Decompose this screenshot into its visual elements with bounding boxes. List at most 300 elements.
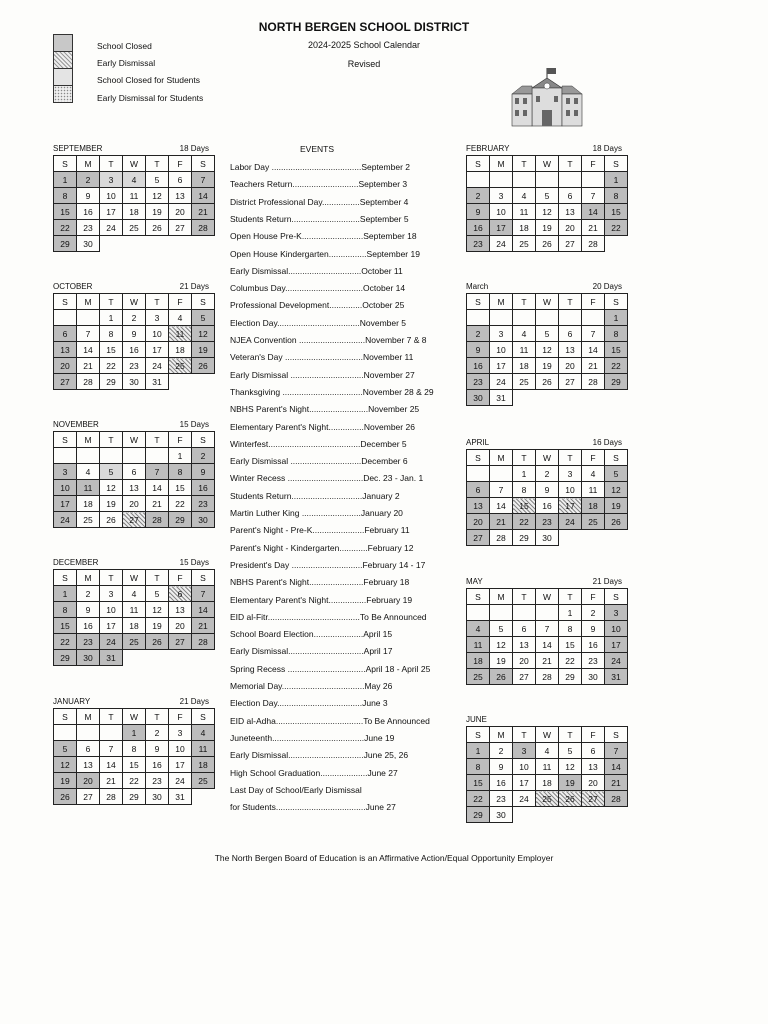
day-cell: 11: [123, 188, 146, 204]
empty-day-cell: [582, 390, 605, 406]
day-cell: 23: [77, 220, 100, 236]
day-cell: 22: [559, 653, 582, 669]
empty-day-cell: [467, 466, 490, 482]
day-cell: 13: [513, 637, 536, 653]
day-cell: 28: [192, 634, 215, 650]
weekday-header: M: [490, 156, 513, 172]
day-cell: 17: [490, 358, 513, 374]
day-cell: 13: [467, 498, 490, 514]
day-cell: 28: [536, 669, 559, 685]
day-cell: 29: [513, 530, 536, 546]
day-cell: 20: [123, 496, 146, 512]
empty-day-cell: [54, 725, 77, 741]
day-cell: 26: [100, 512, 123, 528]
weekday-header: W: [536, 294, 559, 310]
day-cell: 5: [192, 310, 215, 326]
weekday-header: S: [192, 709, 215, 725]
day-cell: 11: [123, 602, 146, 618]
day-cell: 19: [536, 358, 559, 374]
day-cell: 19: [146, 204, 169, 220]
day-cell: 12: [146, 188, 169, 204]
day-cell: 21: [582, 220, 605, 236]
day-cell: 8: [605, 188, 628, 204]
empty-day-cell: [536, 807, 559, 823]
day-cell: 5: [605, 466, 628, 482]
empty-day-cell: [100, 725, 123, 741]
empty-day-cell: [490, 605, 513, 621]
empty-day-cell: [146, 236, 169, 252]
day-cell: 11: [169, 326, 192, 342]
empty-day-cell: [536, 310, 559, 326]
weekday-header: S: [605, 156, 628, 172]
month-8: [466, 577, 622, 685]
day-cell: 6: [123, 464, 146, 480]
day-cell: 27: [169, 634, 192, 650]
empty-day-cell: [605, 530, 628, 546]
day-cell: 10: [100, 188, 123, 204]
day-cell: 25: [123, 220, 146, 236]
day-cell: 30: [77, 236, 100, 252]
day-cell: 28: [192, 220, 215, 236]
empty-day-cell: [77, 310, 100, 326]
day-cell: 15: [559, 637, 582, 653]
day-cell: 11: [467, 637, 490, 653]
weekday-header: S: [54, 570, 77, 586]
day-cell: 27: [77, 789, 100, 805]
month-name: JUNE: [466, 715, 487, 724]
day-cell: 10: [513, 759, 536, 775]
day-cell: 6: [169, 586, 192, 602]
empty-day-cell: [605, 807, 628, 823]
day-cell: 10: [169, 741, 192, 757]
event-item: Students Return.............................September 5: [230, 213, 409, 224]
day-cell: 27: [467, 530, 490, 546]
day-cell: 7: [536, 621, 559, 637]
empty-day-cell: [536, 605, 559, 621]
day-cell: 2: [582, 605, 605, 621]
day-cell: 8: [54, 188, 77, 204]
day-cell: 8: [54, 602, 77, 618]
day-cell: 27: [123, 512, 146, 528]
day-cell: 8: [467, 759, 490, 775]
day-cell: 14: [605, 759, 628, 775]
day-cell: 6: [54, 326, 77, 342]
day-cell: 3: [146, 310, 169, 326]
day-cell: 25: [467, 669, 490, 685]
day-cell: 22: [100, 358, 123, 374]
event-item: Election Day....................................June 3: [230, 698, 388, 709]
day-cell: 21: [100, 773, 123, 789]
weekday-header: T: [513, 589, 536, 605]
day-cell: 1: [169, 448, 192, 464]
weekday-header: S: [192, 432, 215, 448]
day-cell: 14: [582, 342, 605, 358]
event-item: Last Day of School/Early Dismissal: [230, 784, 362, 795]
month-3: [53, 558, 209, 666]
day-cell: 9: [123, 326, 146, 342]
day-cell: 21: [192, 204, 215, 220]
day-cell: 12: [100, 480, 123, 496]
day-cell: 28: [582, 236, 605, 252]
month-header: [466, 144, 622, 154]
day-cell: 27: [559, 374, 582, 390]
day-cell: 28: [490, 530, 513, 546]
day-cell: 13: [169, 188, 192, 204]
day-cell: 27: [169, 220, 192, 236]
day-cell: 5: [54, 741, 77, 757]
day-cell: 26: [536, 374, 559, 390]
day-cell: 5: [536, 188, 559, 204]
day-cell: 30: [582, 669, 605, 685]
day-cell: 21: [77, 358, 100, 374]
empty-day-cell: [169, 374, 192, 390]
day-cell: 9: [467, 342, 490, 358]
day-cell: 13: [559, 342, 582, 358]
day-cell: 17: [54, 496, 77, 512]
day-cell: 28: [100, 789, 123, 805]
month-name: DECEMBER: [53, 558, 99, 567]
day-cell: 31: [605, 669, 628, 685]
day-cell: 20: [467, 514, 490, 530]
day-cell: 16: [123, 342, 146, 358]
event-item: Election Day...................................November 5: [230, 317, 407, 328]
day-cell: 18: [192, 757, 215, 773]
month-header: [466, 282, 622, 292]
day-cell: 20: [559, 358, 582, 374]
day-cell: 11: [536, 759, 559, 775]
day-cell: 27: [582, 791, 605, 807]
day-cell: 16: [467, 358, 490, 374]
empty-day-cell: [513, 605, 536, 621]
day-cell: 9: [490, 759, 513, 775]
weekday-header: F: [169, 432, 192, 448]
day-cell: 6: [582, 743, 605, 759]
day-cell: 16: [77, 204, 100, 220]
empty-day-cell: [513, 390, 536, 406]
month-7: [466, 438, 622, 546]
day-cell: 30: [467, 390, 490, 406]
legend-label-early: Early Dismissal: [97, 58, 156, 68]
day-cell: 1: [54, 172, 77, 188]
empty-day-cell: [513, 310, 536, 326]
day-cell: 25: [513, 374, 536, 390]
day-cell: 9: [146, 741, 169, 757]
day-cell: 30: [192, 512, 215, 528]
day-cell: 8: [100, 326, 123, 342]
day-cell: 18: [536, 775, 559, 791]
event-item: Professional Development..............October 25: [230, 300, 405, 311]
day-cell: 13: [123, 480, 146, 496]
weekday-header: T: [146, 294, 169, 310]
weekday-header: S: [467, 589, 490, 605]
event-item: Winterfest.......................................December 5: [230, 438, 407, 449]
day-cell: 7: [146, 464, 169, 480]
day-cell: 20: [513, 653, 536, 669]
day-cell: 19: [146, 618, 169, 634]
weekday-header: S: [192, 156, 215, 172]
month-grid: [53, 155, 215, 252]
empty-day-cell: [192, 650, 215, 666]
day-cell: 10: [100, 602, 123, 618]
weekday-header: F: [582, 450, 605, 466]
day-cell: 29: [559, 669, 582, 685]
month-day-count: 15 Days: [179, 420, 209, 429]
month-day-count: 21 Days: [179, 697, 209, 706]
weekday-header: S: [54, 709, 77, 725]
weekday-header: T: [100, 156, 123, 172]
month-grid: [466, 726, 628, 823]
event-item: Memorial Day...................................May 26: [230, 681, 393, 691]
day-cell: 25: [582, 514, 605, 530]
weekday-header: M: [490, 450, 513, 466]
day-cell: 18: [467, 653, 490, 669]
day-cell: 17: [605, 637, 628, 653]
day-cell: 9: [77, 602, 100, 618]
empty-day-cell: [490, 466, 513, 482]
weekday-header: W: [536, 727, 559, 743]
day-cell: 16: [582, 637, 605, 653]
legend-label-student-early: Early Dismissal for Students: [97, 93, 204, 103]
empty-day-cell: [100, 448, 123, 464]
empty-day-cell: [582, 310, 605, 326]
empty-day-cell: [467, 310, 490, 326]
day-cell: 20: [77, 773, 100, 789]
day-cell: 26: [54, 789, 77, 805]
empty-day-cell: [146, 448, 169, 464]
month-name: OCTOBER: [53, 282, 93, 291]
day-cell: 15: [54, 618, 77, 634]
legend-swatch-student-closed: [53, 68, 73, 86]
day-cell: 19: [559, 775, 582, 791]
month-header: [466, 715, 622, 725]
day-cell: 9: [77, 188, 100, 204]
day-cell: 8: [559, 621, 582, 637]
event-item: NJEA Convention ............................November 7 & 8: [230, 335, 427, 345]
weekday-header: W: [123, 156, 146, 172]
month-day-count: 15 Days: [179, 558, 209, 567]
day-cell: 2: [467, 326, 490, 342]
day-cell: 27: [513, 669, 536, 685]
legend-label-student-closed: School Closed for Students: [97, 75, 201, 85]
day-cell: 1: [559, 605, 582, 621]
month-name: NOVEMBER: [53, 420, 99, 429]
event-item: Thanksgiving ..................................November 28 & 29: [230, 386, 434, 397]
day-cell: 25: [513, 236, 536, 252]
day-cell: 19: [490, 653, 513, 669]
day-cell: 5: [490, 621, 513, 637]
day-cell: 15: [605, 204, 628, 220]
month-4: [53, 697, 209, 805]
weekday-header: S: [467, 450, 490, 466]
weekday-header: F: [169, 156, 192, 172]
day-cell: 2: [536, 466, 559, 482]
day-cell: 23: [146, 773, 169, 789]
day-cell: 14: [582, 204, 605, 220]
month-grid: [466, 293, 628, 406]
day-cell: 8: [605, 326, 628, 342]
day-cell: 2: [146, 725, 169, 741]
day-cell: 23: [77, 634, 100, 650]
day-cell: 10: [54, 480, 77, 496]
weekday-header: M: [77, 294, 100, 310]
day-cell: 2: [77, 586, 100, 602]
day-cell: 29: [100, 374, 123, 390]
event-item: Columbus Day.................................October 14: [230, 283, 406, 294]
day-cell: 18: [169, 342, 192, 358]
day-cell: 29: [605, 374, 628, 390]
day-cell: 3: [490, 188, 513, 204]
day-cell: 15: [169, 480, 192, 496]
month-9: [466, 715, 622, 823]
event-item: Early Dismissal ...............................November 27: [230, 369, 415, 380]
event-item: NBHS Parent's Night.........................November 25: [230, 404, 420, 415]
weekday-header: S: [605, 294, 628, 310]
day-cell: 22: [54, 220, 77, 236]
day-cell: 4: [467, 621, 490, 637]
day-cell: 18: [582, 498, 605, 514]
weekday-header: M: [77, 156, 100, 172]
empty-day-cell: [77, 448, 100, 464]
day-cell: 4: [77, 464, 100, 480]
empty-day-cell: [169, 236, 192, 252]
day-cell: 6: [513, 621, 536, 637]
weekday-header: W: [123, 709, 146, 725]
day-cell: 19: [605, 498, 628, 514]
district-title: NORTH BERGEN SCHOOL DISTRICT: [258, 20, 470, 34]
weekday-header: T: [100, 709, 123, 725]
day-cell: 19: [192, 342, 215, 358]
day-cell: 8: [123, 741, 146, 757]
event-item: District Professional Day................September 4: [230, 196, 409, 207]
day-cell: 10: [559, 482, 582, 498]
empty-day-cell: [100, 236, 123, 252]
event-item: Elementary Parent's Night...............November 26: [230, 421, 415, 432]
day-cell: 31: [490, 390, 513, 406]
weekday-header: W: [123, 294, 146, 310]
day-cell: 14: [536, 637, 559, 653]
weekday-header: F: [582, 156, 605, 172]
day-cell: 30: [77, 650, 100, 666]
event-item: EID al-Adha.....................................To Be Announced: [230, 715, 430, 726]
event-item: Students Return..............................January 2: [230, 490, 400, 501]
empty-day-cell: [123, 650, 146, 666]
day-cell: 15: [467, 775, 490, 791]
event-item: EID al-Fitr.......................................To Be Announced: [230, 611, 427, 622]
day-cell: 30: [490, 807, 513, 823]
event-item: Juneteenth.......................................June 19: [230, 732, 395, 743]
weekday-header: T: [513, 450, 536, 466]
month-0: [53, 144, 209, 252]
day-cell: 16: [77, 618, 100, 634]
event-item: Martin Luther King .........................January 20: [230, 508, 403, 518]
event-item: School Board Election.....................April 15: [230, 629, 393, 640]
month-grid: [466, 155, 628, 252]
day-cell: 12: [536, 342, 559, 358]
day-cell: 3: [513, 743, 536, 759]
empty-day-cell: [559, 172, 582, 188]
day-cell: 25: [536, 791, 559, 807]
day-cell: 1: [467, 743, 490, 759]
day-cell: 16: [192, 480, 215, 496]
day-cell: 25: [192, 773, 215, 789]
day-cell: 4: [582, 466, 605, 482]
day-cell: 12: [605, 482, 628, 498]
day-cell: 17: [100, 618, 123, 634]
day-cell: 25: [123, 634, 146, 650]
weekday-header: T: [146, 570, 169, 586]
day-cell: 14: [192, 188, 215, 204]
weekday-header: S: [192, 570, 215, 586]
day-cell: 22: [169, 496, 192, 512]
event-item: Early Dismissal ..............................December 6: [230, 456, 408, 467]
empty-day-cell: [559, 530, 582, 546]
day-cell: 2: [467, 188, 490, 204]
day-cell: 29: [54, 650, 77, 666]
weekday-header: F: [169, 294, 192, 310]
empty-day-cell: [536, 390, 559, 406]
day-cell: 7: [100, 741, 123, 757]
day-cell: 4: [123, 172, 146, 188]
weekday-header: S: [605, 450, 628, 466]
day-cell: 21: [536, 653, 559, 669]
month-grid: [466, 449, 628, 546]
day-cell: 10: [146, 326, 169, 342]
month-1: [53, 282, 209, 390]
day-cell: 17: [490, 220, 513, 236]
weekday-header: M: [77, 709, 100, 725]
empty-day-cell: [559, 310, 582, 326]
event-item: Early Dismissal................................April 17: [230, 646, 393, 657]
empty-day-cell: [536, 172, 559, 188]
event-item: Veteran's Day .................................November 11: [230, 352, 414, 363]
day-cell: 30: [536, 530, 559, 546]
weekday-header: M: [490, 727, 513, 743]
weekday-header: S: [54, 432, 77, 448]
day-cell: 16: [146, 757, 169, 773]
month-header: [466, 577, 622, 587]
day-cell: 1: [513, 466, 536, 482]
day-cell: 26: [146, 220, 169, 236]
day-cell: 4: [513, 326, 536, 342]
day-cell: 20: [559, 220, 582, 236]
day-cell: 2: [123, 310, 146, 326]
day-cell: 30: [146, 789, 169, 805]
month-name: JANUARY: [53, 697, 91, 706]
event-item: Parent's Night - Kindergarten............February 12: [230, 542, 414, 553]
legend-swatch-closed: [53, 34, 73, 52]
day-cell: 26: [536, 236, 559, 252]
event-item: Spring Recess .................................April 18 - April 25: [230, 663, 431, 674]
day-cell: 13: [582, 759, 605, 775]
weekday-header: S: [192, 294, 215, 310]
events-heading: EVENTS: [300, 144, 335, 154]
month-header: [466, 438, 622, 448]
weekday-header: T: [146, 432, 169, 448]
weekday-header: T: [559, 589, 582, 605]
day-cell: 4: [192, 725, 215, 741]
month-grid: [53, 431, 215, 528]
day-cell: 2: [490, 743, 513, 759]
event-item: High School Graduation....................June 27: [230, 767, 398, 778]
day-cell: 22: [54, 634, 77, 650]
day-cell: 31: [169, 789, 192, 805]
day-cell: 26: [490, 669, 513, 685]
day-cell: 14: [77, 342, 100, 358]
weekday-header: W: [536, 450, 559, 466]
day-cell: 26: [559, 791, 582, 807]
month-header: [53, 282, 209, 292]
day-cell: 6: [169, 172, 192, 188]
